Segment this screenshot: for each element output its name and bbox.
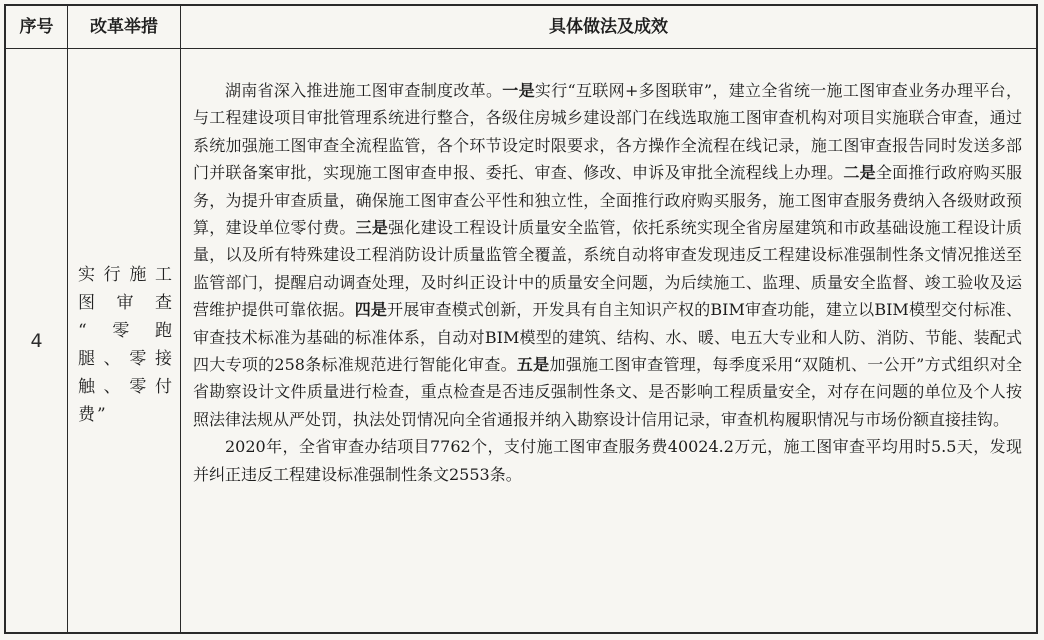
point-text-4: 开展审查模式创新，开发具有自主知识产权的BIM审查功能，建立以BIM模型交付标准、审查技术标准为基础的标准体系，自动对BIM模型的建筑、结构、水、暖、电五大专业和人防、消防、节能、装配式四大专项的258条标准规范进行智能化审查。: [193, 300, 1022, 375]
reform-line: 图审查: [78, 293, 174, 313]
reform-measure: [78, 261, 174, 429]
row-seq-number: 4: [30, 329, 43, 352]
header-reform: 改革举措: [90, 17, 158, 37]
reform-table: [4, 4, 1038, 634]
reform-line: 触、零付: [78, 377, 174, 397]
header-seq: 序号: [19, 17, 54, 37]
point-text-3: 强化建设工程设计质量安全监管，依托系统实现全省房屋建筑和市政基础设施工程设计质量，以及所有特殊建设工程消防设计质量监管全覆盖，系统自动将审查发现违反工程建设标准强制性条文情况推送至监管部门，提醒启动调查处理，及时纠正设计中的质量安全问题，为后续施工、监理、质量安全监督、竣工验收及运营维护提供可靠依据。: [193, 218, 1022, 320]
detail-intro: 湖南省深入推进施工图审查制度改革。: [225, 81, 503, 100]
point-label-2: 二是: [843, 163, 876, 183]
detail-paragraph-1: [193, 77, 1022, 433]
detail-paragraph-2: 2020年，全省审查办结项目7762个，支付施工图审查服务费40024.2万元，施工图审查平均用时5.5天，发现并纠正违反工程建设标准强制性条文2553条。: [193, 437, 1022, 484]
reform-line: “零跑: [78, 321, 174, 341]
point-label-5: 五是: [516, 355, 550, 375]
reform-line: 费”: [78, 405, 108, 425]
header-detail: 具体做法及成效: [549, 17, 668, 37]
point-label-4: 四是: [354, 300, 388, 320]
point-text-5: 加强施工图审查管理，每季度采用“双随机、一公开”方式组织对全省勘察设计文件质量进行检查，重点检查是否违反强制性条文、是否影响工程质量安全，对存在问题的单位及个人按照法律法规从严处罚，执法处罚情况向全省通报并纳入勘察设计信用记录，审查机构履职情况与市场份额直接挂钩。: [193, 355, 1022, 429]
point-text-1: 实行“互联网+多图联审”，建立全省统一施工图审查业务办理平台，与工程建设项目审批管理系统进行整合，各级住房城乡建设部门在线选取施工图审查机构对项目实施联合审查，通过系统加强施工图审查全流程监管，各个环节设定时限要求，各方操作全流程在线记录，施工图审查报告同时发送多部门并联备案审批，实现施工图审查申报、委托、审查、修改、申诉及审批全流程线上办理。: [193, 81, 1022, 183]
point-label-1: 一是: [502, 81, 535, 100]
point-text-2: 全面推行政府购买服务，为提升审查质量，确保施工图审查公平性和独立性，全面推行政府购买服务，施工图审查服务费纳入各级财政预算，建设单位零付费。: [193, 163, 1022, 238]
point-label-3: 三是: [355, 218, 389, 238]
reform-line: 实行施工: [78, 265, 174, 285]
reform-line: 腿、零接: [78, 349, 174, 369]
table-header: [6, 6, 1036, 49]
table-row: [6, 49, 1036, 632]
detail-text: [193, 77, 1022, 488]
